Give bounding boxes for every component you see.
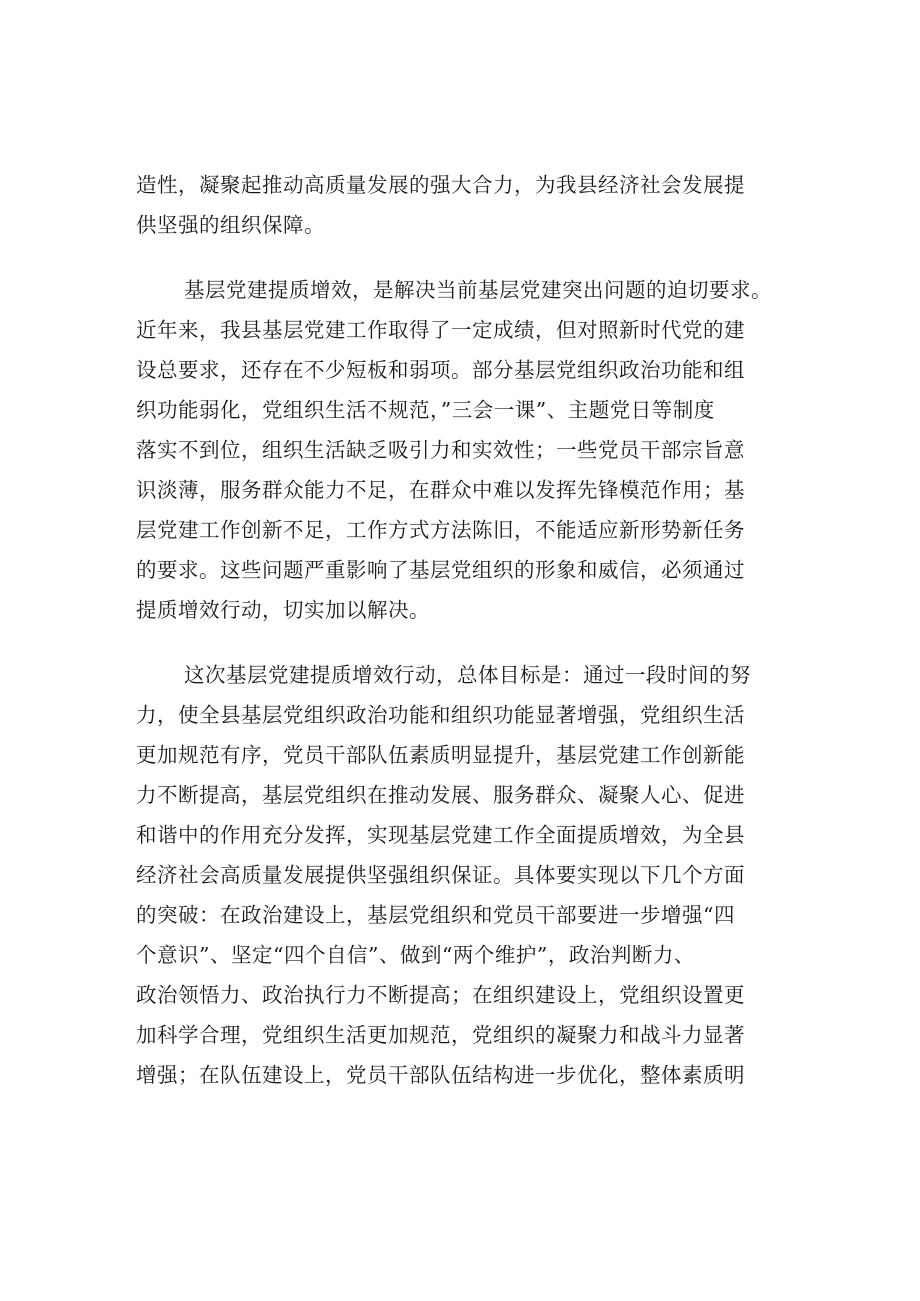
text-line: 供坚强的组织保障。 [136, 213, 325, 237]
text-line: 提质增效行动，切实加以解决。 [136, 598, 430, 622]
text-line: 政治领悟力、政治执行力不断提高；在组织建设上，党组织设置更 [136, 983, 745, 1007]
paragraph-spacer [136, 245, 804, 270]
text-line: 这次基层党建提质增效行动，总体目标是：通过一段时间的努 [184, 663, 751, 687]
text-line: 经济社会高质量发展提供坚强组织保证。具体要实现以下几个方面 [136, 863, 745, 887]
text-line: 的突破：在政治建设上，基层党组织和党员干部要进一步增强“四 [136, 903, 735, 927]
text-line: 设总要求，还存在不少短板和弱项。部分基层党组织政治功能和组 [136, 358, 745, 382]
document-body [136, 165, 804, 1095]
paragraph-1 [136, 165, 804, 245]
text-line: 近年来，我县基层党建工作取得了一定成绩，但对照新时代党的建 [136, 318, 745, 342]
text-line: 织功能弱化，党组织生活不规范，”三会一课”、主题党日等制度 [136, 398, 715, 422]
text-line: 个意识”、坚定“四个自信”、做到“两个维护”，政治判断力、 [136, 943, 695, 967]
text-line: 落实不到位，组织生活缺乏吸引力和实效性；一些党员干部宗旨意 [136, 438, 745, 462]
text-line: 识淡薄，服务群众能力不足，在群众中难以发挥先锋模范作用；基 [136, 478, 745, 502]
text-line: 基层党建提质增效，是解决当前基层党建突出问题的迫切要求。 [184, 278, 772, 302]
text-line: 力，使全县基层党组织政治功能和组织功能显著增强，党组织生活 [136, 703, 745, 727]
text-line: 增强；在队伍建设上，党员干部队伍结构进一步优化，整体素质明 [136, 1063, 745, 1087]
text-line: 更加规范有序，党员干部队伍素质明显提升，基层党建工作创新能 [136, 743, 745, 767]
text-line: 造性，凝聚起推动高质量发展的强大合力，为我县经济社会发展提 [136, 173, 745, 197]
text-line: 的要求。这些问题严重影响了基层党组织的形象和威信，必须通过 [136, 558, 745, 582]
paragraph-2 [136, 270, 804, 630]
text-line: 层党建工作创新不足，工作方式方法陈旧，不能适应新形势新任务 [136, 518, 745, 542]
text-line: 和谐中的作用充分发挥，实现基层党建工作全面提质增效，为全县 [136, 823, 745, 847]
text-line: 力不断提高，基层党组织在推动发展、服务群众、凝聚人心、促进 [136, 783, 745, 807]
paragraph-spacer [136, 630, 804, 655]
text-line: 加科学合理，党组织生活更加规范，党组织的凝聚力和战斗力显著 [136, 1023, 745, 1047]
paragraph-3 [136, 655, 804, 1095]
